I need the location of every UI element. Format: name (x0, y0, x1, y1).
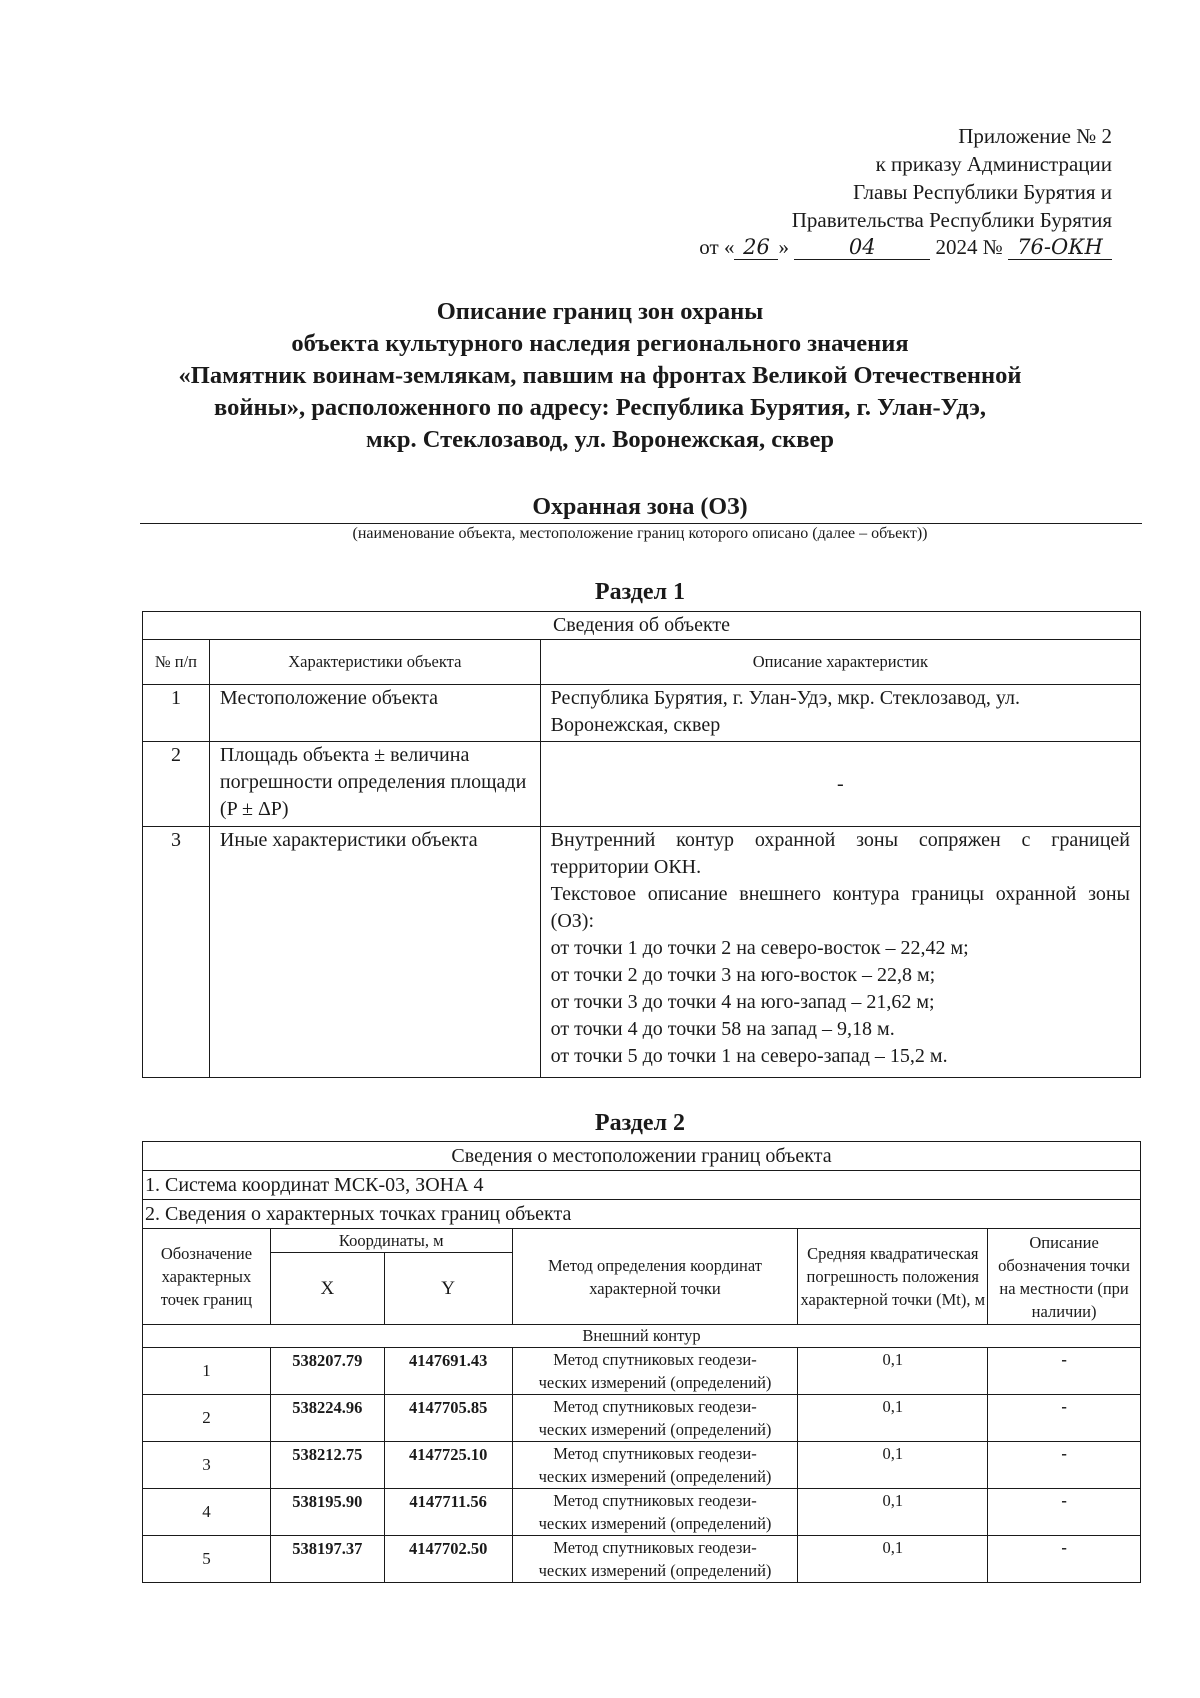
point-id: 4 (143, 1489, 271, 1536)
method-line: ческих измерений (определений) (538, 1467, 772, 1486)
coord-y: 4147725.10 (384, 1442, 512, 1489)
header-num: № п/п (143, 640, 210, 685)
method (512, 1489, 798, 1536)
title-line-1: Описание границ зон охраны (436, 298, 764, 325)
date-year: 2024 № (935, 235, 1003, 259)
table-row (143, 1489, 1141, 1536)
title-line-5: мкр. Стеклозавод, ул. Воронежская, сквер (366, 426, 834, 453)
annex-line-4: Правительства Республики Бурятия (791, 208, 1112, 232)
method-line: Метод спутниковых геодези- (553, 1538, 757, 1557)
zone-note: (наименование объекта, местоположение границ которого описано (далее – объект)) (352, 525, 928, 542)
row-name: Площадь объекта ± величина погрешности определения площади (P ± ΔP) (209, 742, 540, 827)
point-description: - (988, 1395, 1141, 1442)
coordinate-system: 1. Система координат МСК-03, ЗОНА 4 (143, 1171, 1141, 1200)
method-line: ческих измерений (определений) (538, 1514, 772, 1533)
header-method: Метод определения координат характерной точки (512, 1229, 798, 1325)
coord-x: 538224.96 (270, 1395, 384, 1442)
title-line-2: объекта культурного наследия регионального значения (291, 330, 909, 357)
header-y: Y (384, 1253, 512, 1325)
annex-line-3: Главы Республики Бурятия и (853, 180, 1112, 204)
coord-x: 538212.75 (270, 1442, 384, 1489)
header-characteristic: Характеристики объекта (209, 640, 540, 685)
accuracy: 0,1 (798, 1395, 988, 1442)
coord-x: 538195.90 (270, 1489, 384, 1536)
header-description: Описание обозначения точки на местности (при наличии) (988, 1229, 1141, 1325)
method (512, 1536, 798, 1583)
points-caption: 2. Сведения о характерных точках границ объекта (143, 1200, 1141, 1229)
point-description: - (988, 1536, 1141, 1583)
coord-y: 4147702.50 (384, 1536, 512, 1583)
accuracy: 0,1 (798, 1489, 988, 1536)
row-value: - (540, 742, 1140, 827)
coord-x: 538207.79 (270, 1348, 384, 1395)
header-point: Обозначение характерных точек границ (143, 1229, 271, 1325)
table-row (143, 1348, 1141, 1395)
description-line: от точки 4 до точки 58 на запад – 9,18 м. (550, 1018, 895, 1040)
object-info-table (142, 611, 1141, 1078)
table-row (143, 742, 1141, 827)
description-line: от точки 1 до точки 2 на северо-восток – 22,42 м; (550, 937, 969, 959)
table-row (143, 827, 1141, 1078)
table-row (143, 685, 1141, 742)
point-description: - (988, 1348, 1141, 1395)
point-id: 1 (143, 1348, 271, 1395)
method-line: ческих измерений (определений) (538, 1561, 772, 1580)
section-2-title: Раздел 2 (594, 1110, 686, 1136)
method (512, 1442, 798, 1489)
description-line: от точки 3 до точки 4 на юго-запад – 21,62 м; (550, 991, 935, 1013)
document-title (100, 296, 1100, 456)
row-num: 2 (143, 742, 210, 827)
section-1-caption: Сведения об объекте (143, 612, 1141, 640)
title-line-3: «Памятник воинам-землякам, павшим на фронтах Великой Отечественной (178, 362, 1022, 389)
row-value: Республика Бурятия, г. Улан-Удэ, мкр. Стеклозавод, ул. Воронежская, сквер (540, 685, 1140, 742)
method-line: Метод спутниковых геодези- (553, 1350, 757, 1369)
header-coords: Координаты, м (270, 1229, 512, 1253)
point-id: 2 (143, 1395, 271, 1442)
table-row (143, 1536, 1141, 1583)
title-line-4: войны», расположенного по адресу: Республика Бурятия, г. Улан-Удэ, (214, 394, 986, 421)
section-2-caption: Сведения о местоположении границ объекта (143, 1142, 1141, 1171)
header-accuracy: Средняя квадратическая погрешность положения характерной точки (Mt), м (798, 1229, 988, 1325)
date-day: 26 (734, 235, 778, 260)
header-x: X (270, 1253, 384, 1325)
accuracy: 0,1 (798, 1442, 988, 1489)
coordinates-table (142, 1141, 1141, 1583)
method-line: Метод спутниковых геодези- (553, 1491, 757, 1510)
contour-label: Внешний контур (143, 1325, 1141, 1348)
method (512, 1348, 798, 1395)
row-name: Иные характеристики объекта (209, 827, 540, 1078)
header-description: Описание характеристик (540, 640, 1140, 685)
accuracy: 0,1 (798, 1536, 988, 1583)
annex-line-1: Приложение № 2 (958, 124, 1112, 148)
row-num: 3 (143, 827, 210, 1078)
description-line: от точки 5 до точки 1 на северо-запад – 15,2 м. (550, 1045, 948, 1067)
point-id: 3 (143, 1442, 271, 1489)
date-month: 04 (794, 235, 930, 260)
method-line: Метод спутниковых геодези- (553, 1397, 757, 1416)
table-row (143, 1395, 1141, 1442)
zone-name: Охранная зона (ОЗ) (532, 494, 748, 520)
accuracy: 0,1 (798, 1348, 988, 1395)
row-num: 1 (143, 685, 210, 742)
order-number: 76-ОКН (1008, 235, 1112, 260)
date-prefix: от « (699, 235, 735, 259)
method-line: ческих измерений (определений) (538, 1373, 772, 1392)
table-row (143, 1442, 1141, 1489)
zone-divider (140, 523, 1142, 524)
method (512, 1395, 798, 1442)
annex-header (792, 122, 1112, 234)
coord-y: 4147705.85 (384, 1395, 512, 1442)
section-1-title: Раздел 1 (594, 579, 686, 605)
description-line: от точки 2 до точки 3 на юго-восток – 22,8 м; (550, 964, 936, 986)
annex-line-2: к приказу Администрации (875, 152, 1112, 176)
description-line: Внутренний контур охранной зоны сопряжен с границей территории ОКН. (550, 829, 1130, 878)
method-line: Метод спутниковых геодези- (553, 1444, 757, 1463)
point-id: 5 (143, 1536, 271, 1583)
order-date-line (699, 235, 1112, 260)
coord-y: 4147691.43 (384, 1348, 512, 1395)
description-line: Текстовое описание внешнего контура границы охранной зоны (ОЗ): (550, 883, 1130, 932)
method-line: ческих измерений (определений) (538, 1420, 772, 1439)
date-mid: » (778, 235, 789, 259)
point-description: - (988, 1489, 1141, 1536)
coord-y: 4147711.56 (384, 1489, 512, 1536)
coord-x: 538197.37 (270, 1536, 384, 1583)
point-description: - (988, 1442, 1141, 1489)
row-name: Местоположение объекта (209, 685, 540, 742)
row-value (540, 827, 1140, 1078)
